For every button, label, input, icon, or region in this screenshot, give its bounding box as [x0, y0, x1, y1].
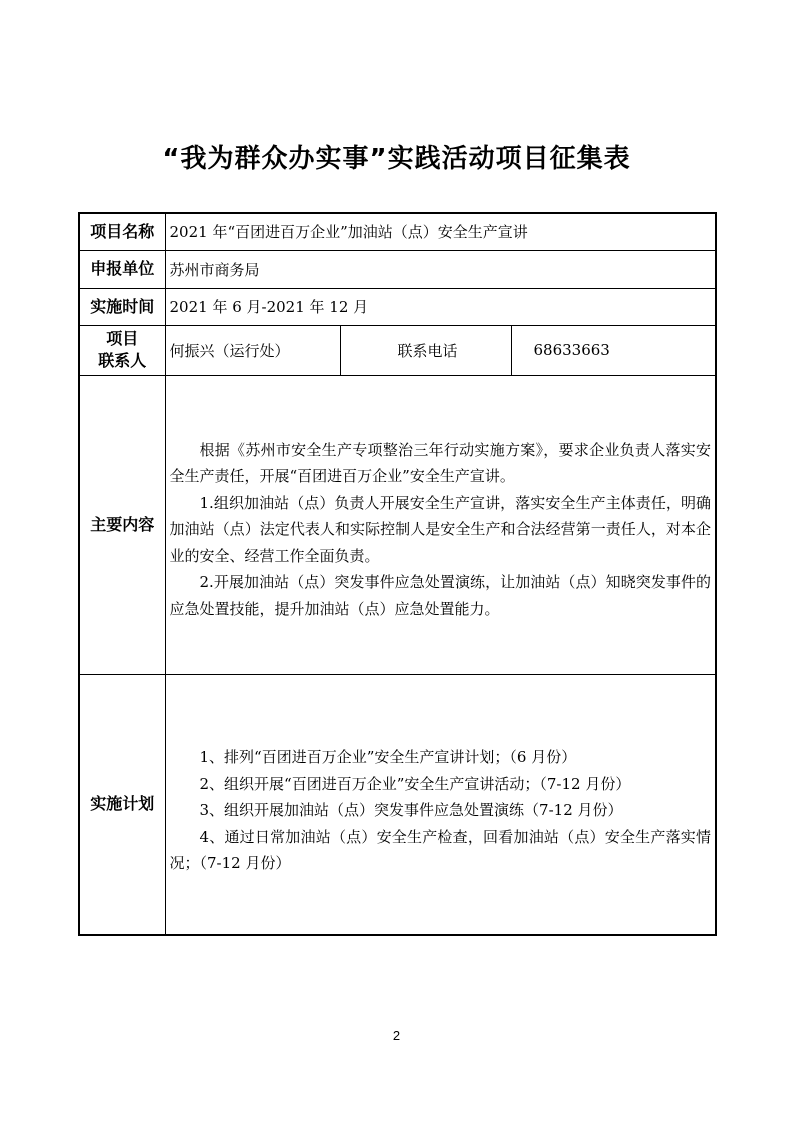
plan-cell	[165, 674, 716, 935]
label-contact-line2: 联系人	[98, 351, 147, 370]
label-contact-line1: 项目	[106, 329, 139, 348]
project-form-table	[78, 212, 717, 936]
label-project-name: 项目名称	[79, 213, 165, 250]
content-paragraph: 根据《苏州市安全生产专项整治三年行动实施方案》，要求企业负责人落实安全生产责任，开展“百团进百万企业”安全生产宣讲。	[169, 440, 712, 486]
plan-item: 4、通过日常加油站（点）安全生产检查，回看加油站（点）安全生产落实情况；（7-12 月份）	[169, 827, 712, 872]
label-phone: 联系电话	[340, 325, 511, 375]
label-plan: 实施计划	[79, 674, 165, 935]
plan-item: 3、组织开展加油站（点）突发事件应急处置演练（7-12 月份）	[199, 801, 623, 819]
content-paragraph: 2.开展加油站（点）突发事件应急处置演练，让加油站（点）知晓突发事件的应急处置技能，提升加油站（点）应急处置能力。	[169, 573, 712, 618]
value-contact-person: 何振兴（运行处）	[165, 325, 340, 375]
plan-item: 2、组织开展“百团进百万企业”安全生产宣讲活动；（7-12 月份）	[199, 774, 631, 793]
row-contact	[79, 325, 716, 375]
row-content	[79, 375, 716, 674]
row-project-name	[79, 213, 716, 250]
plan-item: 1、排列“百团进百万企业”安全生产宣讲计划；（6 月份）	[199, 748, 577, 766]
content-paragraph: 1.组织加油站（点）负责人开展安全生产宣讲，落实安全生产主体责任，明确加油站（点）法定代表人和实际控制人是安全生产和合法经营第一责任人，对本企业的安全、经营工作全面负责。	[169, 493, 712, 565]
plan-items	[166, 732, 716, 877]
row-unit	[79, 250, 716, 288]
label-content: 主要内容	[79, 375, 165, 674]
value-project-name: 2021 年“百团进百万企业”加油站（点）安全生产宣讲	[165, 213, 716, 250]
row-plan	[79, 674, 716, 935]
content-paragraphs	[166, 427, 716, 623]
value-unit: 苏州市商务局	[165, 250, 716, 288]
row-period	[79, 288, 716, 325]
content-cell	[165, 375, 716, 674]
page-number: 2	[392, 1028, 401, 1043]
value-phone: 68633663	[511, 325, 716, 375]
label-unit: 申报单位	[79, 250, 165, 288]
label-contact	[79, 325, 165, 375]
label-period: 实施时间	[79, 288, 165, 325]
page-title: “我为群众办实事”实践活动项目征集表	[162, 144, 631, 174]
value-period: 2021 年 6 月-2021 年 12 月	[165, 288, 716, 325]
